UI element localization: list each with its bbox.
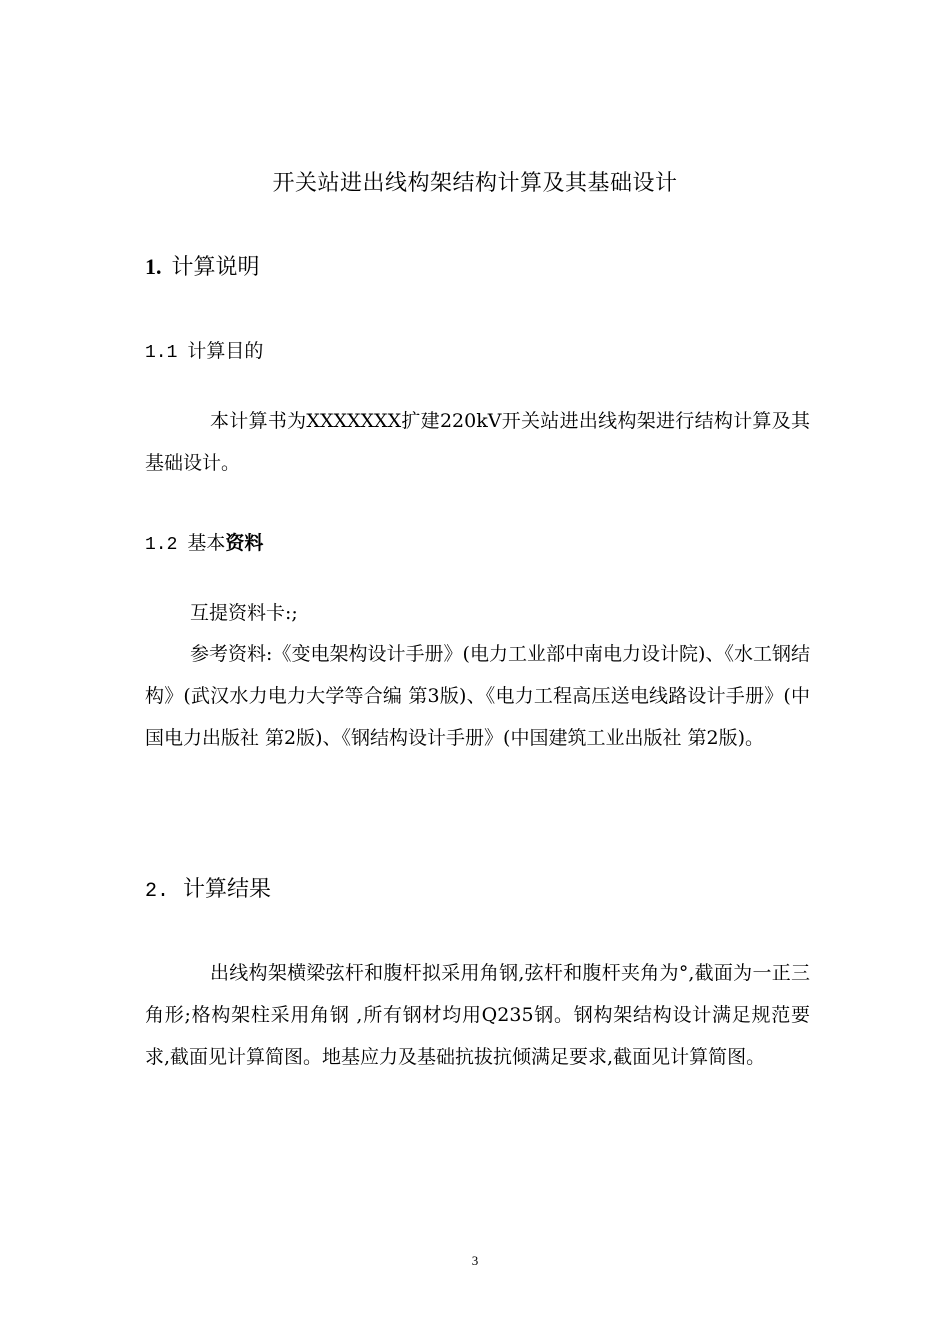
section-1-title: 计算说明 — [171, 255, 260, 280]
section-1-2-title-bold: 资料 — [225, 532, 264, 554]
section-1-2-line: 互提资料卡:; — [190, 602, 298, 624]
section-1-2-heading — [145, 528, 263, 555]
section-1-1-number: 1.1 — [145, 343, 178, 363]
section-2-number: 2. — [145, 880, 170, 903]
section-1-2-paragraph: 参考资料:《变电架构设计手册》(电力工业部中南电力设计院)、《水工钢结构》(武汉水力电力大学等合编 第3版)、《电力工程高压送电线路设计手册》(中国电力出版社 第2版)、《钢结构设计手册》(中国建筑工业出版社 第2版)。 — [145, 643, 810, 749]
section-1-1-paragraph: 本计算书为XXXXXXX扩建220kV开关站进出线构架进行结构计算及其基础设计。 — [145, 410, 810, 474]
document-title: 开关站进出线构架结构计算及其基础设计 — [272, 171, 678, 196]
section-1-2-number: 1.2 — [145, 535, 178, 555]
section-2-heading — [145, 872, 271, 903]
section-2-title: 计算结果 — [183, 877, 272, 902]
section-1-2-title-plain: 基本 — [187, 532, 226, 554]
section-1-1-heading — [145, 336, 263, 363]
section-1-number: 1. — [145, 254, 162, 279]
section-1-heading — [145, 250, 260, 281]
page-number: 3 — [471, 1253, 479, 1268]
section-1-1-title: 计算目的 — [187, 340, 264, 362]
section-2-paragraph: 出线构架横梁弦杆和腹杆拟采用角钢,弦杆和腹杆夹角为°,截面为一正三角形;格构架柱采用角钢 ,所有钢材均用Q235钢。钢构架结构设计满足规范要求,截面见计算简图。地基应力及基础抗拔抗倾满足要求,截面见计算简图。 — [145, 962, 810, 1068]
